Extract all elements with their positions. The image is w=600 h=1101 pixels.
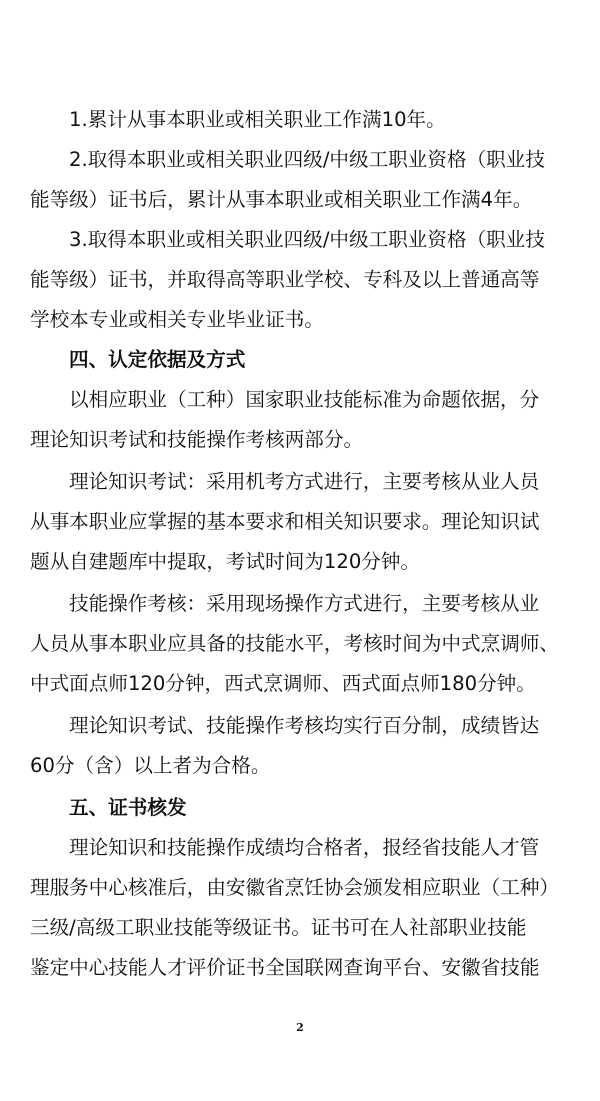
- certificate-line-1: 理论知识和技能操作成绩均合格者，报经省技能人才管: [69, 836, 540, 859]
- item-3-line-3: 学校本专业或相关专业毕业证书。: [30, 308, 324, 331]
- skill-exam-line-3: 中式面点师120分钟，西式烹调师、西式面点师180分钟。: [30, 672, 536, 695]
- basis-paragraph-line-2: 理论知识考试和技能操作考核两部分。: [30, 428, 364, 451]
- certificate-line-2: 理服务中心核准后，由安徽省烹饪协会颁发相应职业（工种）: [30, 876, 560, 899]
- section-heading-4: 四、认定依据及方式: [69, 348, 246, 371]
- item-2-line-2: 能等级）证书后，累计从事本职业或相关职业工作满4年。: [30, 188, 533, 211]
- certificate-line-3: 三级/高级工职业技能等级证书。证书可在人社部职业技能: [30, 916, 527, 939]
- section-heading-5: 五、证书核发: [69, 796, 187, 819]
- theory-exam-line-1: 理论知识考试：采用机考方式进行，主要考核从业人员: [69, 470, 540, 493]
- scoring-line-1: 理论知识考试、技能操作考核均实行百分制，成绩皆达: [69, 714, 540, 737]
- skill-exam-line-1: 技能操作考核：采用现场操作方式进行，主要考核从业: [69, 592, 540, 615]
- item-3-line-1: 3.取得本职业或相关职业四级/中级工职业资格（职业技: [69, 228, 545, 251]
- theory-exam-line-3: 题从自建题库中提取，考试时间为120分钟。: [30, 550, 421, 573]
- certificate-line-4: 鉴定中心技能人才评价证书全国联网查询平台、安徽省技能: [30, 956, 540, 979]
- page-number: 2: [296, 1021, 304, 1034]
- theory-exam-line-2: 从事本职业应掌握的基本要求和相关知识要求。理论知识试: [30, 510, 540, 533]
- item-2-line-1: 2.取得本职业或相关职业四级/中级工职业资格（职业技: [69, 148, 545, 171]
- basis-paragraph-line-1: 以相应职业（工种）国家职业技能标准为命题依据，分: [69, 388, 540, 411]
- item-3-line-2: 能等级）证书，并取得高等职业学校、专科及以上普通高等: [30, 268, 540, 291]
- item-1-line: 1.累计从事本职业或相关职业工作满10年。: [69, 108, 446, 131]
- skill-exam-line-2: 人员从事本职业应具备的技能水平，考核时间为中式烹调师、: [30, 632, 560, 655]
- scoring-line-2: 60分（含）以上者为合格。: [30, 754, 271, 777]
